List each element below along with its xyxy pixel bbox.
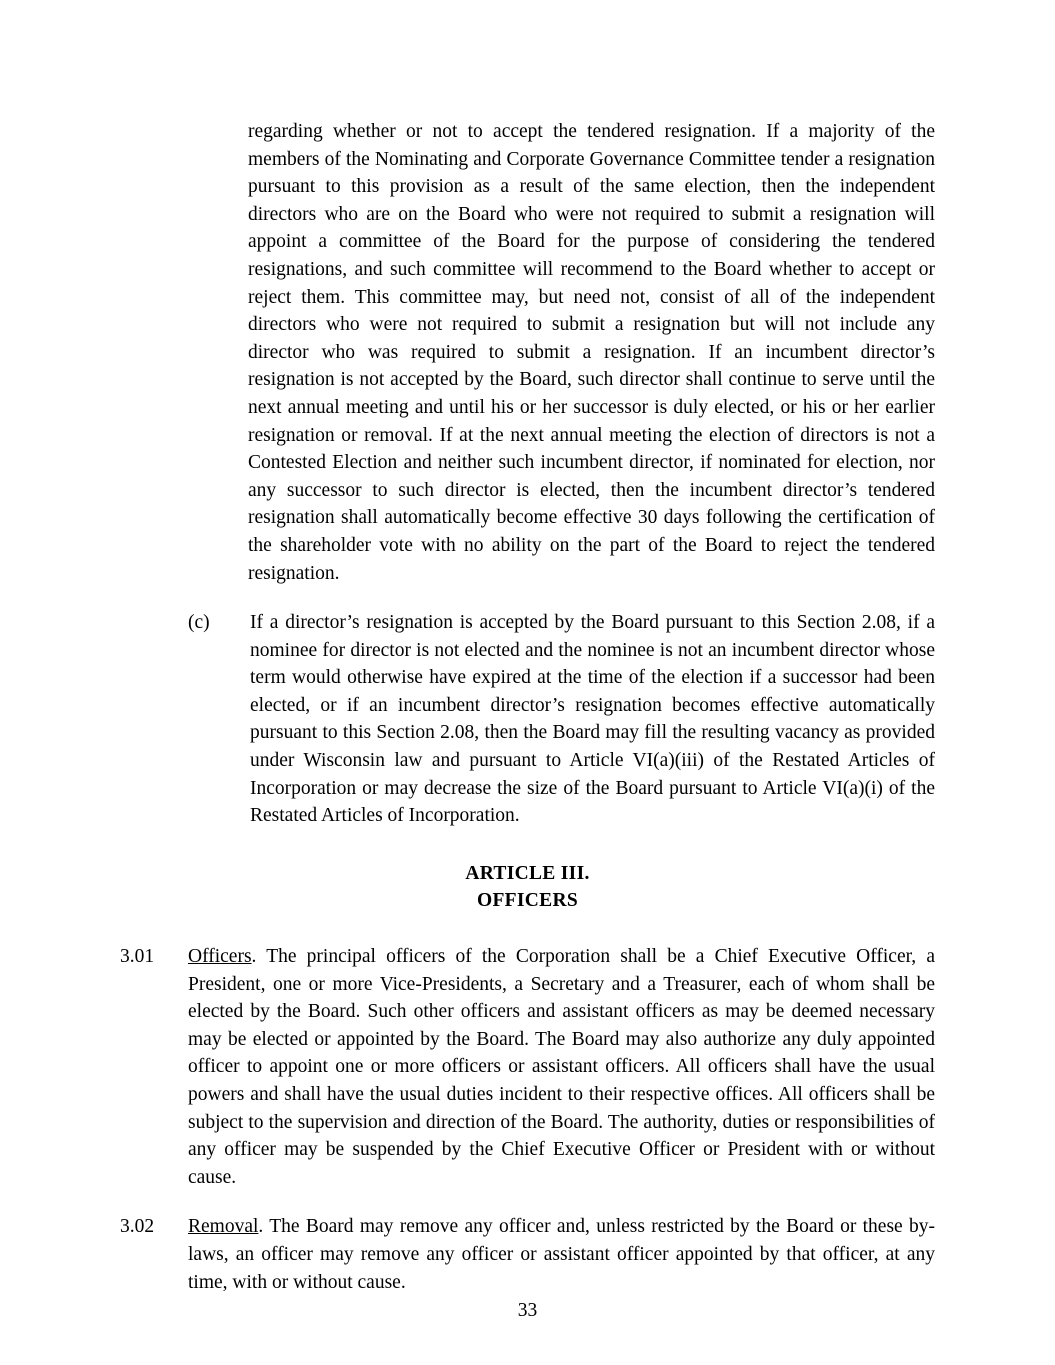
article-heading-line1: ARTICLE III.: [465, 862, 590, 884]
section-3-01-body: [188, 943, 935, 1191]
page-number: 33: [517, 1300, 538, 1321]
section-3-01-number: 3.01: [120, 946, 155, 968]
section-3-02-label: Removal: [188, 1216, 259, 1238]
paragraph-c: [120, 609, 935, 830]
section-3-02-text: . The Board may remove any officer and, unless restricted by the Board or these by-laws, an officer may remove any officer or assistant officer appointed by that officer, at any time, with or without cause.: [188, 1216, 935, 1293]
section-3-02-number: 3.02: [120, 1216, 155, 1238]
page-content: [120, 118, 935, 1318]
section-3-02: [120, 1213, 935, 1296]
paragraph-c-text: If a director’s resignation is accepted by the Board pursuant to this Section 2.08, if a nominee for director is not elected and the nominee is not an incumbent director whose term would otherwise have expired at the time of the election if a successor had been elected, or if an incumbent director’s resignation becomes effective automatically pursuant to this Section 2.08, then the Board may fill the resulting vacancy as provided under Wisconsin law and pursuant to Article VI(a)(iii) of the Restated Articles of Incorporation or may decrease the size of the Board pursuant to Article VI(a)(i) of the Restated Articles of Incorporation.: [250, 612, 935, 827]
article-heading-line2: OFFICERS: [477, 890, 578, 912]
section-3-02-body: [188, 1213, 935, 1296]
article-heading: [120, 860, 935, 915]
section-3-01: [120, 943, 935, 1191]
paragraph-c-marker: (c): [188, 612, 210, 634]
section-3-01-label: Officers: [188, 946, 252, 968]
section-3-01-text: . The principal officers of the Corporation shall be a Chief Executive Officer, a President, one or more Vice-Presidents, a Secretary and a Treasurer, each of whom shall be elected by the Board. Such other officers and assistant officers as may be deemed necessary may be elected or appointed by the Board. The Board may also authorize any duly appointed officer to appoint one or more officers or assistant officers. All officers shall have the usual powers and shall have the usual duties incident to their respective offices. All officers shall be subject to the supervision and direction of the Board. The authority, duties or responsibilities of any officer may be suspended by the Chief Executive Officer or President with or without cause.: [188, 946, 935, 1188]
paragraph-continuation: regarding whether or not to accept the tendered resignation. If a majority of the members of the Nominating and Corporate Governance Committee tender a resignation pursuant to this provision as a result of the same election, then the independent directors who are on the Board who were not required to submit a resignation will appoint a committee of the Board for the purpose of considering the tendered resignations, and such committee will recommend to the Board whether to accept or reject them. This committee may, but need not, consist of all of the independent directors who were not required to submit a resignation but will not include any director who was required to submit a resignation. If an incumbent director’s resignation is not accepted by the Board, such director shall continue to serve until the next annual meeting and until his or her successor is duly elected, or his or her earlier resignation or removal. If at the next annual meeting the election of directors is not a Contested Election and neither such incumbent director, if nominated for election, nor any successor to such director is elected, then the incumbent director’s tendered resignation shall automatically become effective 30 days following the certification of the shareholder vote with no ability on the part of the Board to reject the tendered resignation.: [248, 121, 935, 584]
